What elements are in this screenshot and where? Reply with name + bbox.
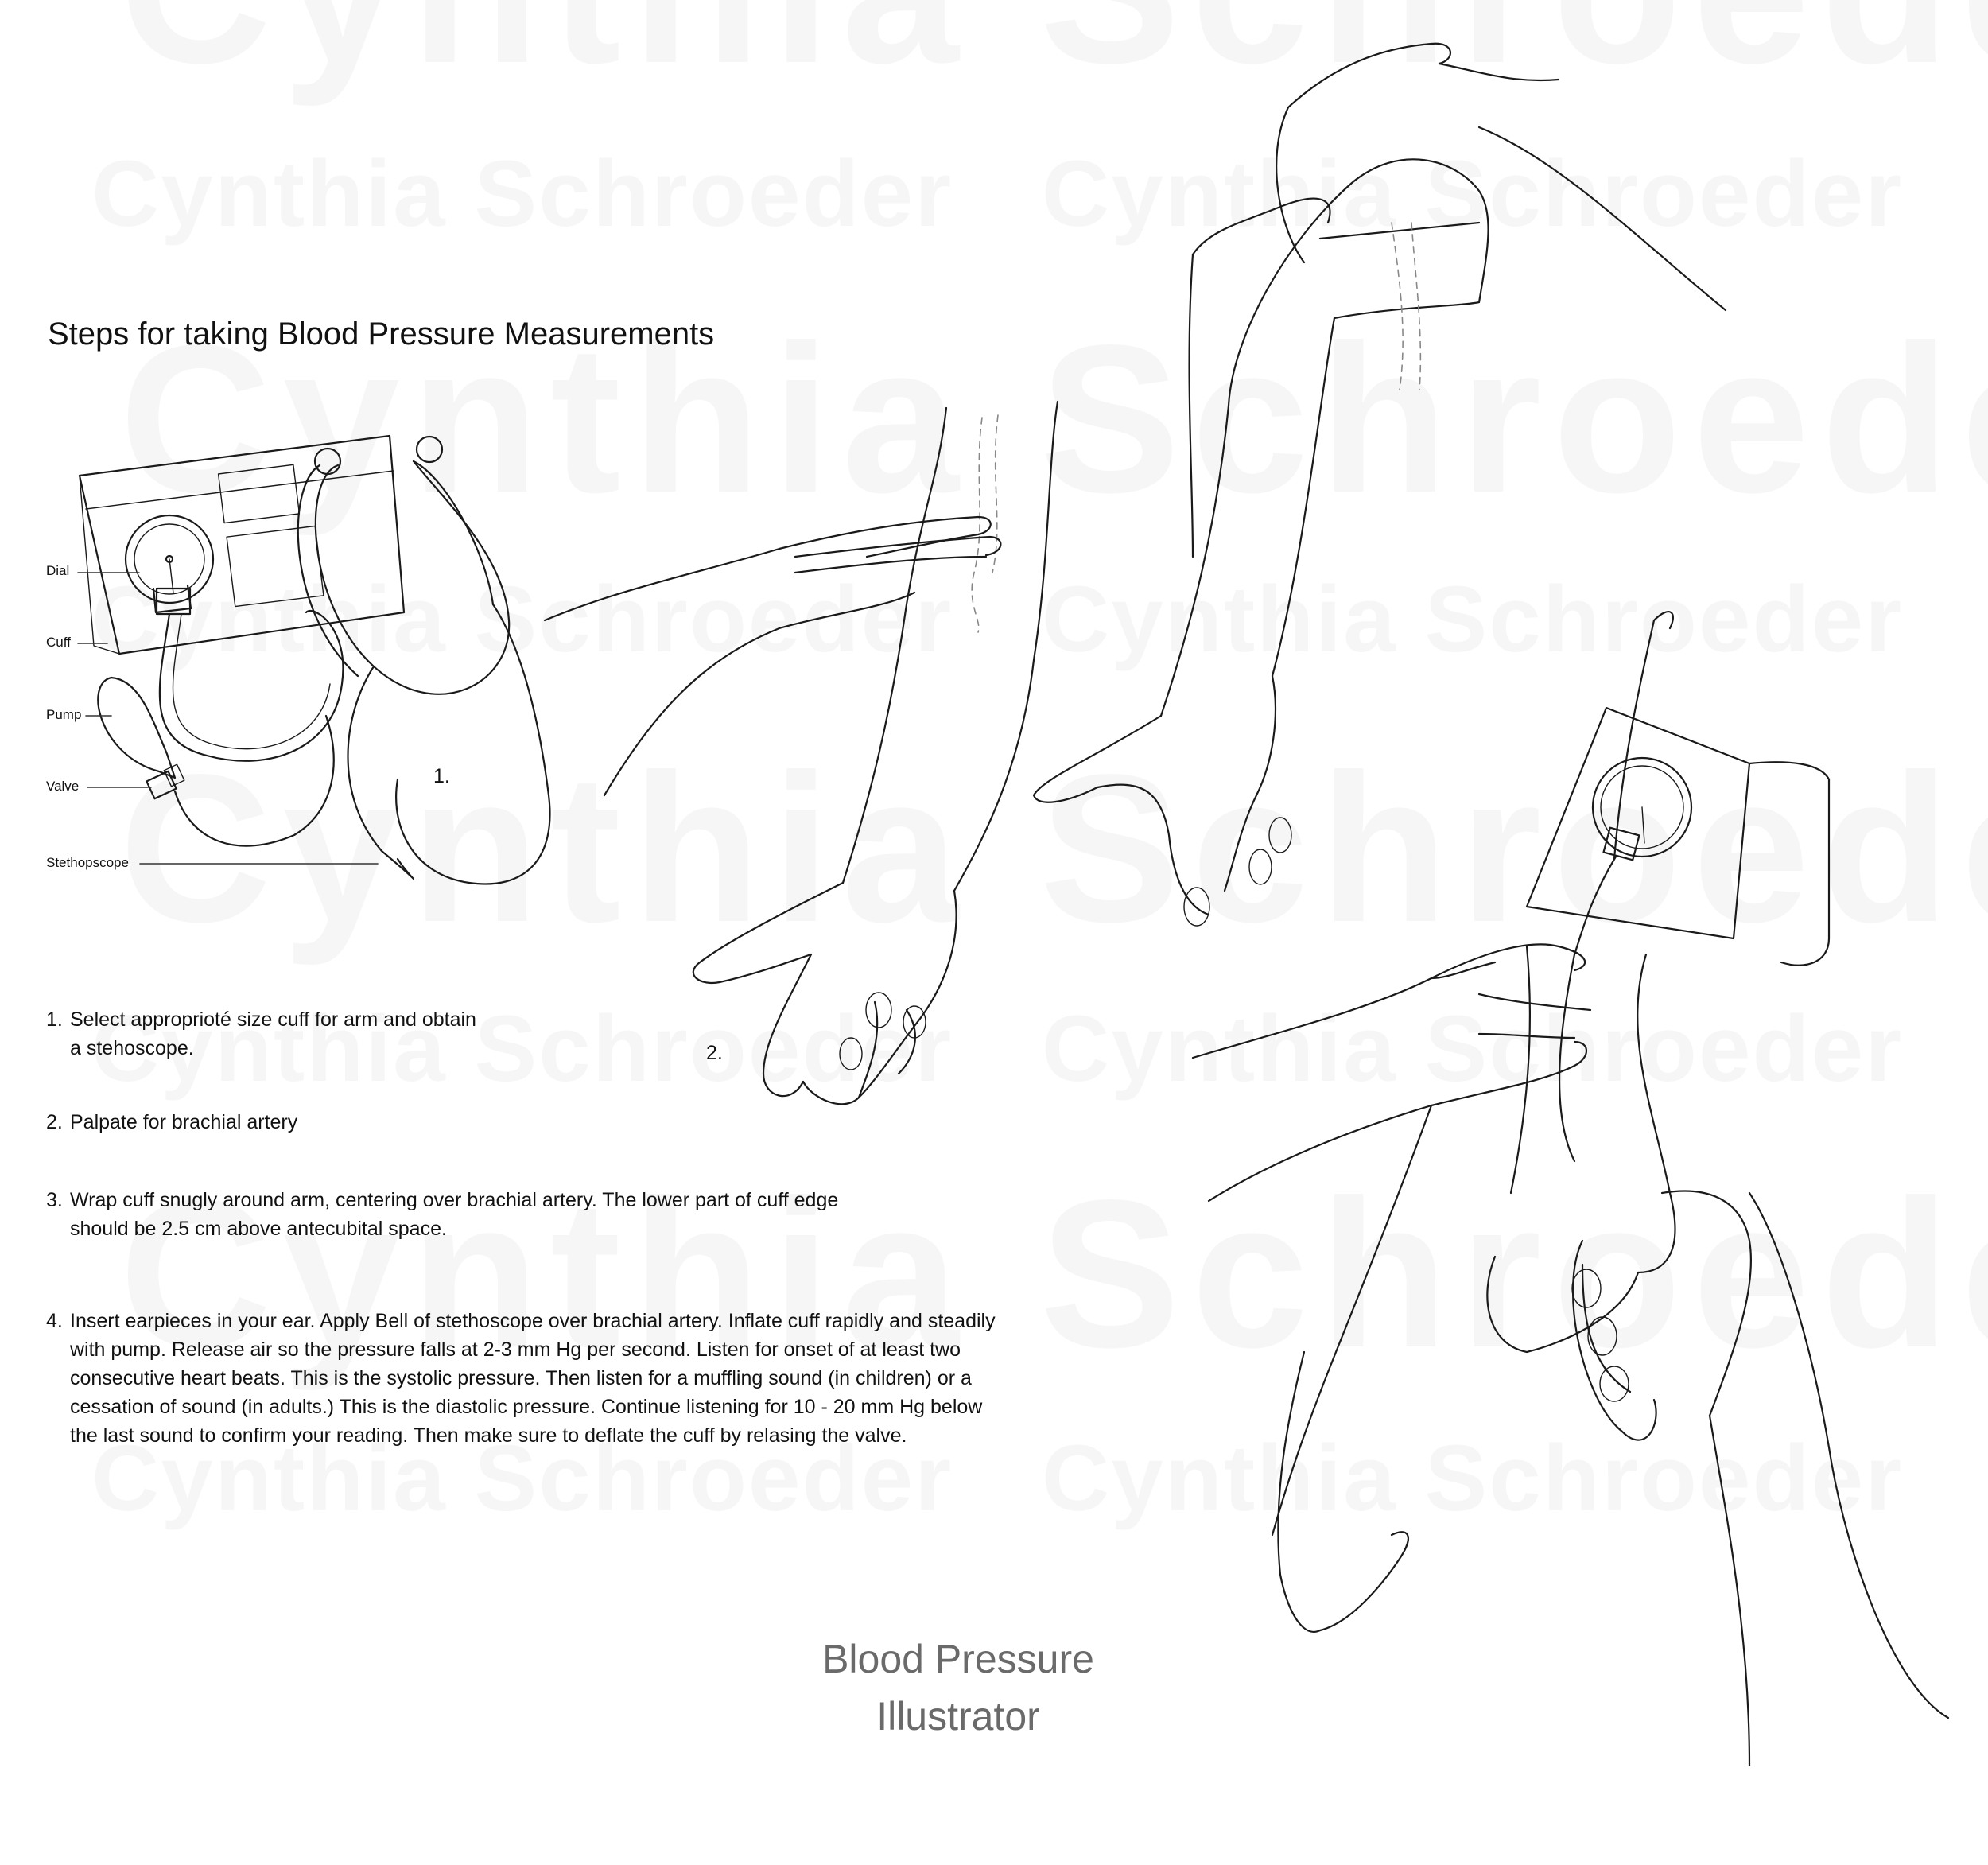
dial-tube [160,611,344,761]
label-pump: Pump [46,707,82,722]
figure-number-1: 1. [433,765,450,787]
label-dial: Dial [46,563,70,578]
figure-number-2: 2. [706,1042,723,1064]
caption [700,1630,1217,1745]
step-item [46,1186,889,1243]
step-text: Insert earpieces in your ear. Apply Bell of stethoscope over brachial artery. Inflate cuff rapidly and steadily with pump. Release air so the pressure falls at 2-3 mm Hg per second. Listen for onset of at least two consecutive heart beats. This is the systolic pressure. Then listen for a muffling sound (in children) or a cessation of sound (in adults.) This is the diastolic pressure. Continue listening for 10 - 20 mm Hg below the last sound to confirm your reading. Then make sure to deflate the cuff by relasing the valve. [70,1310,996,1447]
figure-4-illustration [1193,612,1948,1766]
caption-subtitle: Illustrator [876,1694,1040,1739]
step-text: Palpate for brachial artery [70,1111,298,1133]
equipment-illustration [80,436,550,884]
step-number: 4. [46,1310,63,1332]
step-text: Select approprioté size cuff for arm and obtain a stehoscope. [70,1008,476,1059]
stethoscope-icon [316,461,509,694]
figure-2-illustration [545,402,1058,1104]
step-item [46,1108,1000,1136]
label-cuff: Cuff [46,635,71,650]
step-text: Wrap cuff snugly around arm, centering over brachial artery. The lower part of cuff edge should be 2.5 cm above antecubital space. [70,1189,839,1240]
steps-list [46,1005,1000,1450]
step-number: 1. [46,1008,63,1031]
caption-title: Blood Pressure [822,1637,1094,1681]
step-item [46,1307,1000,1450]
valve-icon [146,771,176,798]
label-stethoscope: Stethopscope [46,855,129,870]
label-valve: Valve [46,779,80,794]
step-item [46,1005,480,1063]
step-number: 2. [46,1111,63,1133]
step-number: 3. [46,1189,63,1211]
pump-icon [98,678,175,778]
page-title: Steps for taking Blood Pressure Measurements [48,317,715,352]
